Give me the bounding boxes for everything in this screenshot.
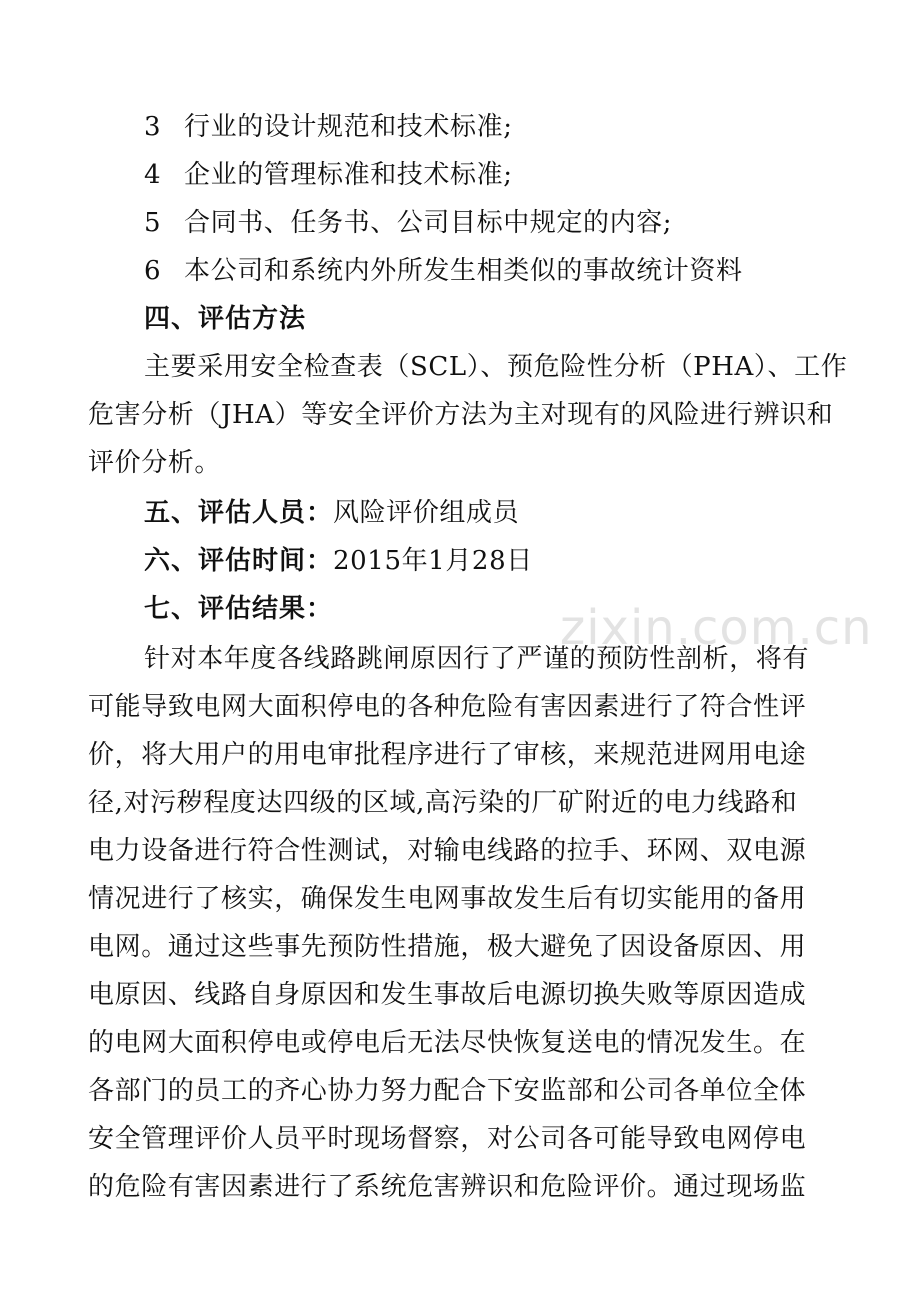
- paragraph-line: 评价分析。: [88, 448, 222, 478]
- paragraph-line: 电力设备进行符合性测试，对输电线路的拉手、环网、双电源: [88, 836, 807, 866]
- paragraph-line: 的电网大面积停电或停电后无法尽快恢复送电的情况发生。在: [88, 1028, 807, 1058]
- paragraph-line: 危害分析（JHA）等安全评价方法为主对现有的风险进行辨识和: [88, 400, 834, 430]
- section-personnel: [144, 489, 848, 537]
- paragraph-line: 可能导致电网大面积停电的各种危险有害因素进行了符合性评: [88, 692, 807, 722]
- paragraph-line: 针对本年度各线路跳闸原因行了严谨的预防性剖析，将有: [144, 644, 810, 674]
- list-item: [144, 247, 848, 295]
- list-text: 企业的管理标准和技术标准;: [184, 160, 513, 190]
- paragraph-line: 电原因、线路自身原因和发生事故后电源切换失败等原因造成: [88, 980, 807, 1010]
- section-time: [144, 537, 848, 585]
- paragraph-line: 径,对污秽程度达四级的区域,高污染的厂矿附近的电力线路和: [88, 788, 798, 818]
- list-number: 5: [144, 208, 162, 238]
- paragraph-line: 价，将大用户的用电审批程序进行了审核，来规范进网用电途: [88, 740, 807, 770]
- paragraph-line: 安全管理评价人员平时现场督察，对公司各可能导致电网停电: [88, 1124, 807, 1154]
- section-heading-time: 六、评估时间：: [144, 546, 334, 576]
- list-text: 合同书、任务书、公司目标中规定的内容;: [184, 208, 673, 238]
- list-number: 4: [144, 160, 162, 190]
- section-heading-personnel: 五、评估人员：: [144, 498, 334, 528]
- section-heading-results: 七、评估结果：: [144, 594, 334, 624]
- section-heading-methods: 四、评估方法: [144, 304, 307, 334]
- watermark: zixin.com.cn: [560, 600, 873, 656]
- section-value-time: 2015年1月28日: [333, 546, 533, 576]
- list-text: 行业的设计规范和技术标准;: [184, 112, 513, 142]
- paragraph-line: 的危险有害因素进行了系统危害辨识和危险评价。通过现场监: [88, 1172, 807, 1202]
- list-item: [144, 199, 848, 247]
- paragraph-line: 电网。通过这些事先预防性措施，极大避免了因设备原因、用: [88, 932, 807, 962]
- list-number: 6: [144, 256, 162, 286]
- section-value-personnel: 风险评价组成员: [333, 498, 520, 528]
- list-number: 3: [144, 112, 162, 142]
- list-text: 本公司和系统内外所发生相类似的事故统计资料: [184, 256, 743, 286]
- paragraph-line: 主要采用安全检查表（SCL）、预危险性分析（PHA）、工作: [144, 352, 848, 382]
- paragraph-line: 各部门的员工的齐心协力努力配合下安监部和公司各单位全体: [88, 1076, 807, 1106]
- list-item: [144, 151, 848, 199]
- paragraph-line: 情况进行了核实，确保发生电网事故发生后有切实能用的备用: [88, 884, 807, 914]
- list-item: [144, 103, 848, 151]
